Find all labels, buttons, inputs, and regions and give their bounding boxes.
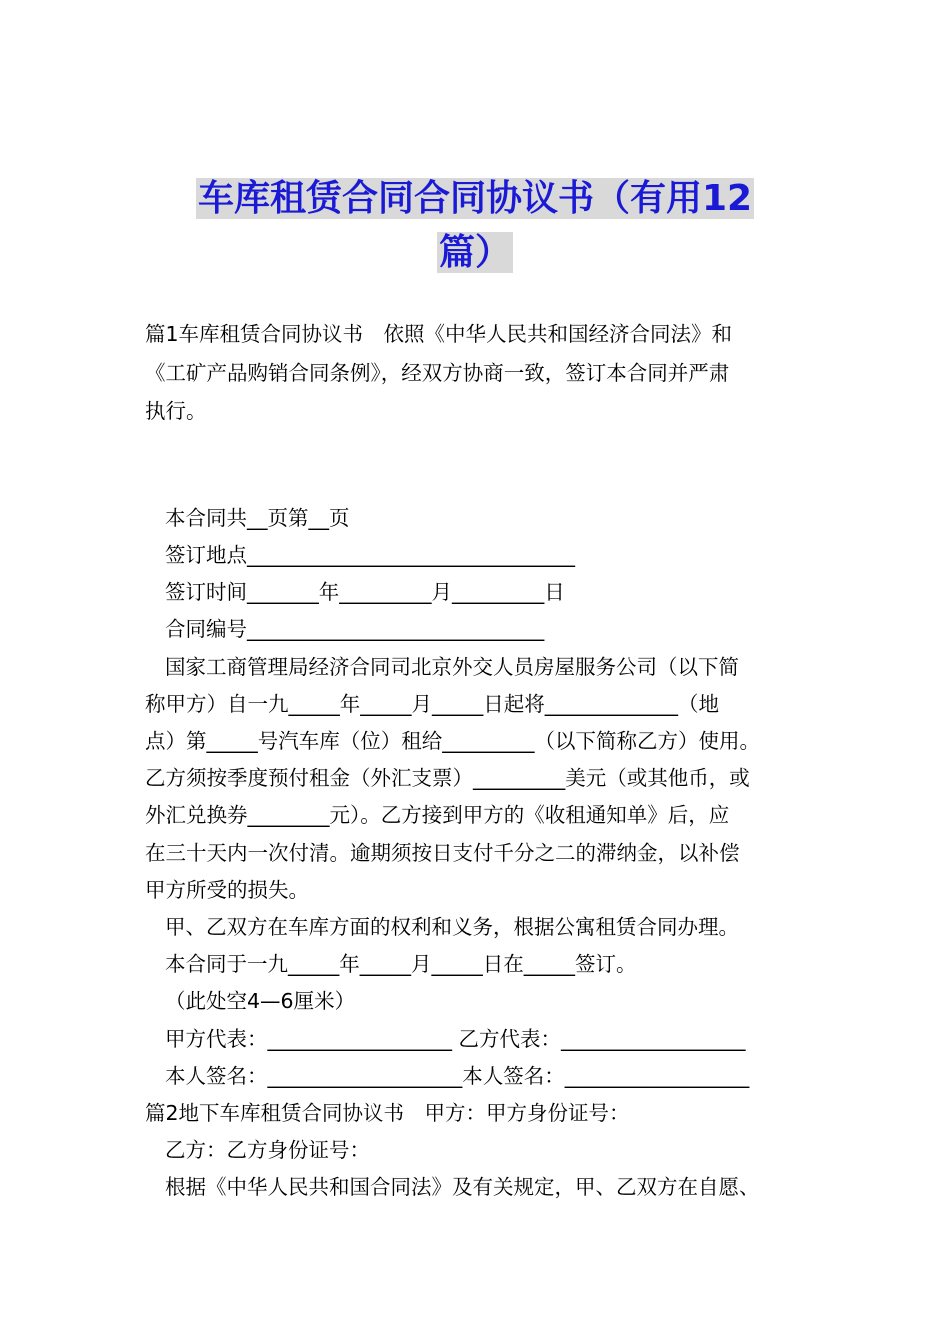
paragraph-line: 国家工商管理局经济合同司北京外交人员房屋服务公司（以下简 — [165, 655, 739, 679]
paragraph-line: 称甲方）自一九_____年_____月_____日起将_____________（地 — [145, 692, 719, 716]
paragraph-line: 根据《中华人民共和国合同法》及有关规定，甲、乙双方在自愿、 — [165, 1175, 760, 1199]
signature-line: 本人签名：___________________本人签名：__________________ — [165, 1064, 750, 1088]
paragraph-line: 点）第_____号汽车库（位）租给_________（以下简称乙方）使用。 — [145, 729, 760, 753]
section-heading-line: 篇2地下车库租赁合同协议书 甲方：甲方身份证号： — [145, 1101, 630, 1125]
title-line-2: 篇） — [438, 232, 511, 273]
paragraph-line: 《工矿产品购销合同条例》，经双方协商一致，签订本合同并严肃 — [145, 361, 730, 385]
party-b-line: 乙方：乙方身份证号： — [165, 1138, 370, 1162]
paragraph-line: 甲方所受的损失。 — [145, 878, 309, 902]
representative-line: 甲方代表：__________________ 乙方代表：__________________ — [165, 1027, 746, 1051]
page-count-line: 本合同共__页第__页 — [165, 506, 350, 530]
paragraph-line: 甲、乙双方在车库方面的权利和义务，根据公寓租赁合同办理。 — [165, 915, 739, 939]
paragraph-line: 执行。 — [145, 399, 207, 423]
paragraph-line: 在三十天内一次付清。逾期须按日支付千分之二的滞纳金，以补偿 — [145, 841, 740, 865]
document-title — [150, 172, 800, 280]
signing-place-line: 签订地点________________________________ — [165, 543, 575, 567]
title-line-1: 车库租赁合同合同协议书（有用12 — [197, 178, 753, 219]
paragraph-line: 外汇兑换券________元）。乙方接到甲方的《收租通知单》后，应 — [145, 803, 730, 827]
contract-number-line: 合同编号_____________________________ — [165, 617, 545, 641]
signing-date-line: 签订时间_______年_________月_________日 — [165, 580, 565, 604]
blank-space-note: （此处空4—6厘米） — [165, 989, 356, 1013]
paragraph-line: 乙方须按季度预付租金（外汇支票）_________美元（或其他币，或 — [145, 766, 750, 790]
paragraph-line: 本合同于一九_____年_____月_____日在_____签订。 — [165, 952, 637, 976]
paragraph-line: 篇1车库租赁合同协议书 依照《中华人民共和国经济合同法》和 — [145, 322, 733, 346]
